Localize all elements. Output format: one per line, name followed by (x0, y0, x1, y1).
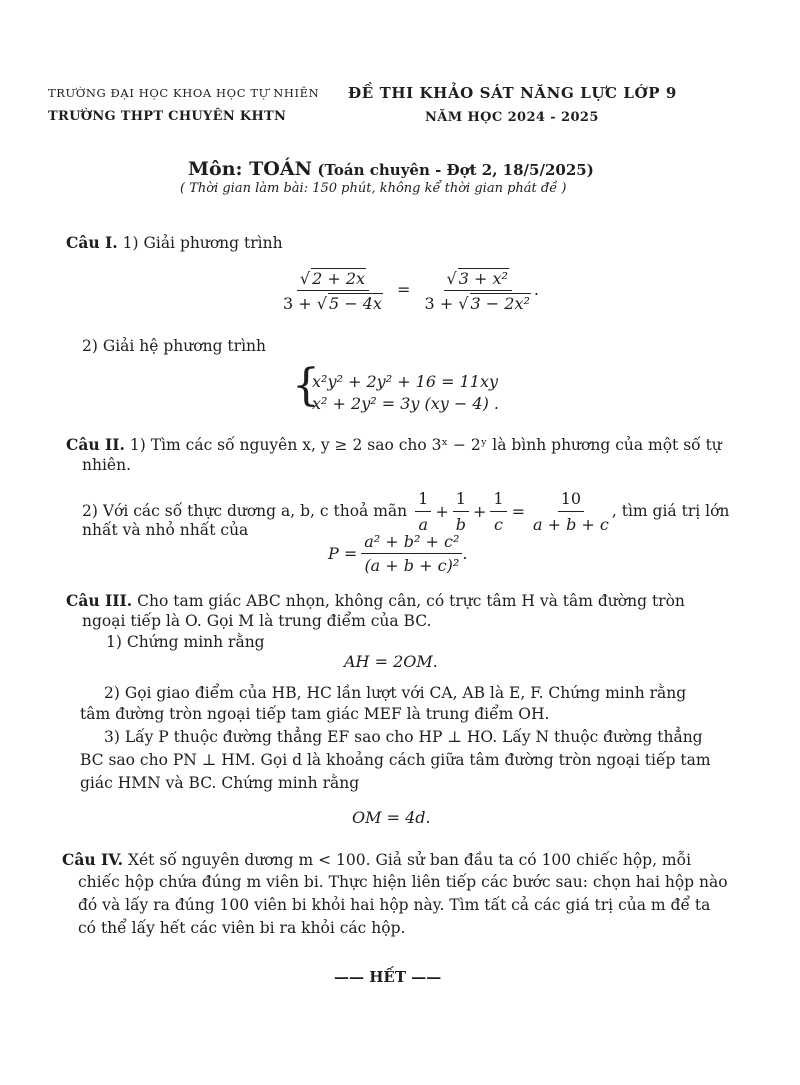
equation-1-lhs: $\frac{√ 2 + 2x}{3 + √ 5 - 4x}$ (283, 269, 382, 313)
question-3-part-3b: BC sao cho PN ⊥ HM. Gọi d là khoảng cách giữa tâm đường tròn ngoại tiếp tam (80, 751, 711, 769)
rhs-numerator: 3 + x² (458, 269, 508, 288)
frac-a-den: a (418, 515, 428, 534)
equation-1: $\frac{√ 2 + 2x}{3 + √ 5 - 4x}$ = $\frac{\text{√ 3 + x²}}{\text{3 + √ 3 − 2x²}}$ . (280, 268, 539, 313)
time-note: ( Thời gian làm bài: 150 phút, không kể thời gian phát đề ) (180, 181, 567, 196)
university-name: TRƯỜNG ĐẠI HỌC KHOA HỌC TỰ NHIÊN (48, 86, 320, 100)
question-4-text-2: chiếc hộp chứa đúng m viên bi. Thực hiện liên tiếp các bước sau: chọn hai hộp nào (78, 873, 728, 891)
frac-c-num: 1 (490, 488, 506, 512)
question-4-head: Câu IV. (62, 850, 124, 869)
lhs-den-root: 5 − 4x (328, 294, 382, 313)
question-3-intro-a: Cho tam giác ABC nhọn, không cân, có trực tâm H và tâm đường tròn (137, 592, 685, 610)
school-name: TRƯỜNG THPT CHUYÊN KHTN (48, 109, 287, 124)
question-3-part-1: 1) Chứng minh rằng (106, 633, 265, 651)
question-3-part-2b: tâm đường tròn ngoại tiếp tam giác MEF là trung điểm OH. (80, 705, 550, 723)
subject-line (188, 158, 594, 180)
frac-ten-num: 10 (558, 488, 584, 512)
rhs-den-root: 3 − 2x² (470, 294, 530, 313)
question-4-text-4: có thể lấy hết các viên bi ra khỏi các hộp. (78, 919, 406, 937)
question-3-part-3a: 3) Lấy P thuộc đường thẳng EF sao cho HP ⊥ HO. Lấy N thuộc đường thẳng (104, 728, 703, 746)
question-3-intro-b: ngoại tiếp là O. Gọi M là trung điểm của BC. (82, 612, 432, 630)
question-2-part-1a: 1) Tìm các số nguyên x, y ≥ 2 sao cho 3ˣ − 2ʸ là bình phương của một số tự (129, 436, 722, 454)
frac-b-num: 1 (453, 488, 469, 512)
question-3-eq-3: OM = 4d. (352, 808, 431, 827)
question-4-line-1 (62, 849, 691, 871)
question-4-text-3: đó và lấy ra đúng 100 viên bi khỏi hai hộp này. Tìm tất cả các giá trị của m để ta (78, 896, 711, 914)
subject-label: Môn: TOÁN (188, 158, 312, 180)
expression-p: P = $\frac{\text{a² + b² + c²}}{\text{(a + b + c)²}}$ . (328, 532, 468, 575)
question-2-line-1 (66, 434, 722, 456)
p-lhs: P = (328, 544, 358, 563)
lhs-numerator: 2 + 2x (312, 269, 366, 288)
frac-ten-den: a + b + c (532, 515, 609, 534)
question-1-head: Câu I. (66, 233, 118, 252)
question-3-line-1 (66, 590, 685, 612)
question-2-part-2a: 2) Với các số thực dương a, b, c thoả mãn (82, 502, 408, 520)
lhs-den-const: 3 + (283, 294, 317, 313)
question-2-part-2b: , tìm giá trị lớn (611, 502, 730, 520)
system-eq-1: x²y² + 2y² + 16 = 11xy (312, 372, 499, 391)
brace-icon: { (292, 360, 320, 411)
frac-a-num: 1 (415, 488, 431, 512)
question-3-head: Câu III. (66, 591, 133, 610)
question-3-part-2a: 2) Gọi giao điểm của HB, HC lần lượt với CA, AB là E, F. Chứng minh rằng (104, 684, 687, 702)
subject-detail: (Toán chuyên - Đợt 2, 18/5/2025) (317, 161, 594, 179)
question-2-part-1b: nhiên. (82, 456, 132, 474)
question-3-eq-1: AH = 2OM. (344, 652, 438, 671)
question-1-line (66, 232, 283, 254)
equation-1-rhs: $\frac{\text{√ 3 + x²}}{\text{3 + √ 3 − 2x²}}$ (424, 269, 530, 313)
frac-c-den: c (493, 515, 503, 534)
question-3-part-3c: giác HMN và BC. Chứng minh rằng (80, 774, 360, 792)
question-2-head: Câu II. (66, 435, 125, 454)
exam-title: ĐỀ THI KHẢO SÁT NĂNG LỰC LỚP 9 (348, 84, 677, 102)
question-4-text-1: Xét số nguyên dương m < 100. Giả sử ban đầu ta có 100 chiếc hộp, mỗi (127, 851, 692, 869)
p-denominator: (a + b + c)² (364, 556, 460, 575)
question-1-part-1: 1) Giải phương trình (122, 234, 283, 252)
question-1-part-2: 2) Giải hệ phương trình (82, 337, 266, 355)
rhs-den-const: 3 + (424, 294, 459, 313)
frac-b-den: b (455, 515, 466, 534)
school-year: NĂM HỌC 2024 - 2025 (425, 110, 599, 125)
constraint-equation: $\frac{1}{a}$ + $\frac{1}{b}$ + $\frac{1}{c}$ = $\frac{10}{a + b + c}$ (415, 488, 612, 535)
system-eq-2: x² + 2y² = 3y (xy − 4) . (312, 394, 500, 413)
p-numerator: a² + b² + c² (361, 532, 462, 554)
end-marker: —— HẾT —— (334, 968, 442, 986)
question-2-part-2c: nhất và nhỏ nhất của (82, 521, 249, 539)
